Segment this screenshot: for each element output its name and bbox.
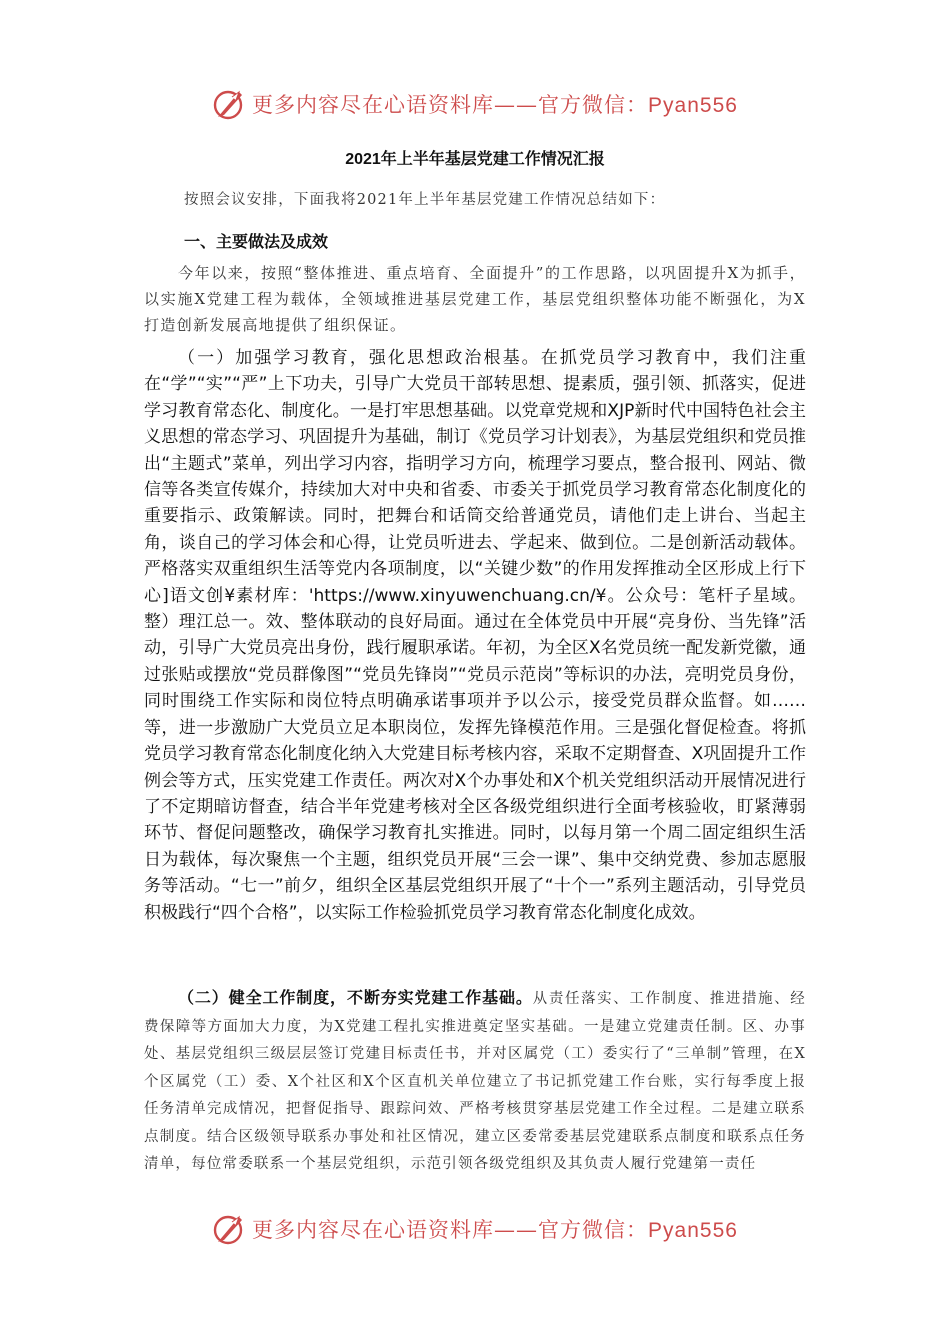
paragraph-work-system [144,984,806,1179]
intro-line: 按照会议安排，下面我将2021年上半年基层党建工作情况总结如下： [184,192,666,208]
section-heading: 一、主要做法及成效 [184,234,329,251]
document-title: 2021年上半年基层党建工作情况汇报 [345,151,605,168]
quill-circle-icon [212,87,246,121]
paragraph-body: 从责任落实、工作制度、推进措施、经费保障等方面加大力度，为X党建工程扎实推进奠定坚实基础。一是建立党建责任制。区、办事处、基层党组织三级层层签订党建目标责任书，并对区属党（工）委实行了“三单制”管理，在X个区属党（工）委、X个社区和X个区直机关单位建立了书记抓党建工作台账，实行每季度上报任务清单完成情况，把督促指导、跟踪问效、严格考核贯穿基层党建工作全过程。二是建立联系点制度。结合区级领导联系办事处和社区情况，建立区委常委基层党建联系点制度和联系点任务清单，每位常委联系一个基层党组织，示范引领各级党组织及其负责人履行党建第一责任 [144,991,806,1172]
paragraph-study-education: （一）加强学习教育，强化思想政治根基。在抓党员学习教育中，我们注重在“学”“实”“严”上下功夫，引导广大党员干部转思想、提素质，强引领、抓落实，促进学习教育常态化、制度化。一是打牢思想基础。以党章党规和XJP新时代中国特色社会主义思想的常态学习、巩固提升为基础，制订《党员学习计划表》，为基层党组织和党员推出“主题式”菜单，列出学习内容，指明学习方向，梳理学习要点，整合报刊、网站、微信等各类宣传媒介，持续加大对中央和省委、市委关于抓党员学习教育常态化制度化的重要指示、政策解读。同时，把舞台和话筒交给普通党员，请他们走上讲台、当起主角，谈自己的学习体会和心得，让党员听进去、学起来、做到位。二是创新活动载体。严格落实双重组织生活等党内各项制度，以“关键少数”的作用发挥推动全区形成上行下心]语文创¥素材库：'https://www.xinyuwenchuang.cn/¥。公众号：笔杆子星域。整）理江总一。效、整体联动的良好局面。通过在全体党员中开展“亮身份、当先锋”活动，引导广大党员亮出身份，践行履职承诺。年初，为全区X名党员统一配发新党徽，通过张贴或摆放“党员群像图”“党员先锋岗”“党员示范岗”等标识的办法，亮明党员身份，同时围绕工作实际和岗位特点明确承诺事项并予以公示，接受党员群众监督。如……等，进一步激励广大党员立足本职岗位，发挥先锋模范作用。三是强化督促检查。将抓党员学习教育常态化制度化纳入大党建目标考核内容，采取不定期督查、X巩固提升工作例会等方式，压实党建工作责任。两次对X个办事处和X个机关党组织活动开展情况进行了不定期暗访督查，结合半年党建考核对全区各级党组织进行全面考核验收，盯紧薄弱环节、督促问题整改，确保学习教育扎实推进。同时，以每月第一个周二固定组织生活日为载体，每次聚焦一个主题，组织党员开展“三会一课”、集中交纳党费、参加志愿服务等活动。“七一”前夕，组织全区基层党组织开展了“十个一”系列主题活动，引导党员积极践行“四个合格”，以实际工作检验抓党员学习教育常态化制度化成效。 [144,348,806,923]
quill-circle-icon [212,1212,246,1246]
banner-text: 更多内容尽在心语资料库——官方微信：Pyan556 [252,93,738,117]
header-watermark-banner [0,84,950,124]
footer-watermark-banner [0,1209,950,1249]
paragraph-overview: 今年以来，按照“整体推进、重点培育、全面提升”的工作思路，以巩固提升X为抓手，以实施X党建工程为载体，全领域推进基层党建工作，基层党组织整体功能不断强化，为X打造创新发展高地提供了组织保证。 [144,264,806,334]
banner-text: 更多内容尽在心语资料库——官方微信：Pyan556 [252,1218,738,1242]
paragraph-lead: （二）健全工作制度，不断夯实党建工作基础。 [178,988,533,1007]
